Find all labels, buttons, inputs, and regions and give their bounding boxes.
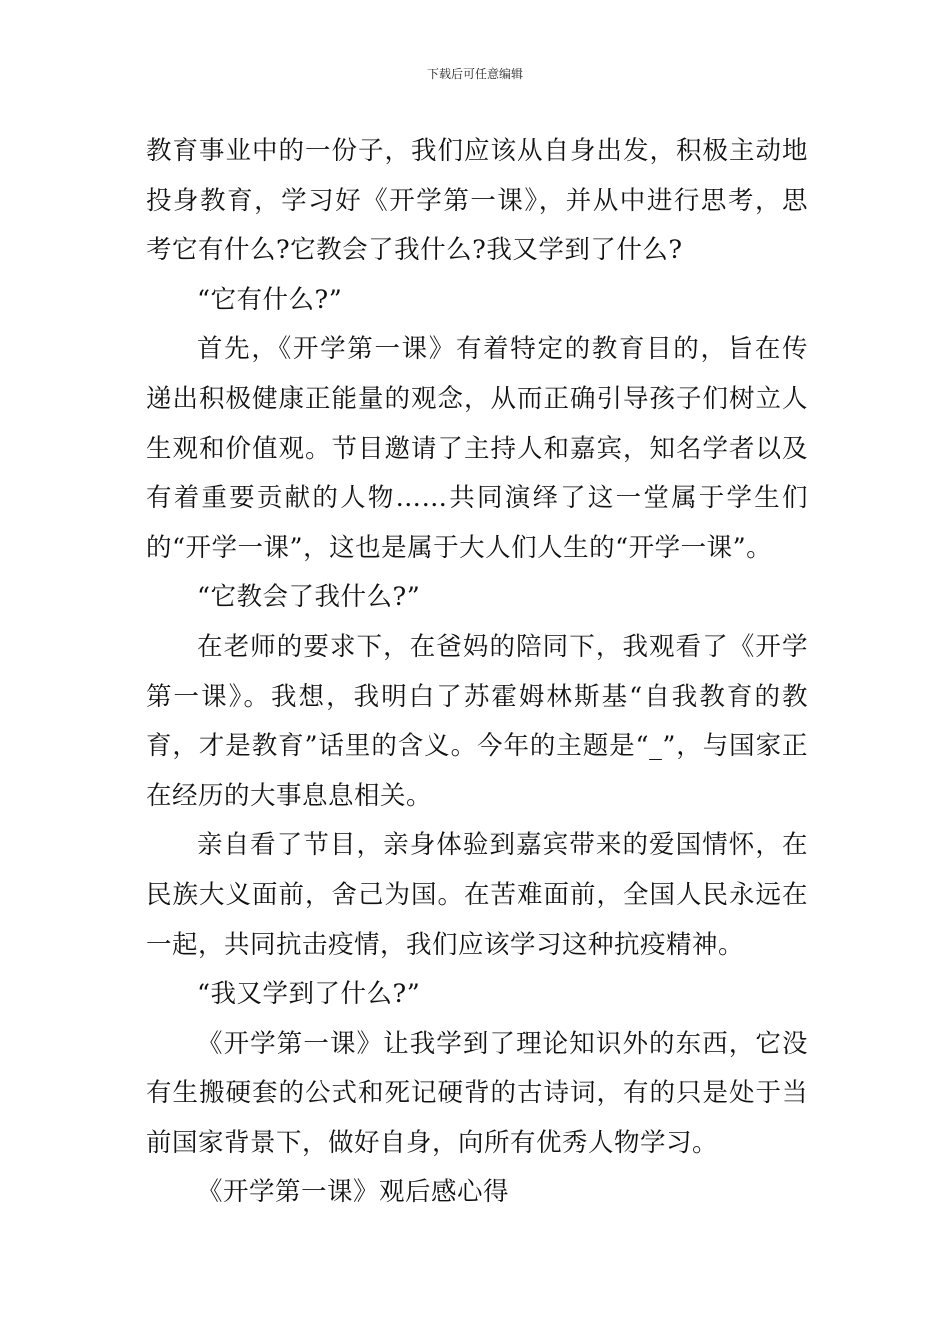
- paragraph-experience: 亲自看了节目，亲身体验到嘉宾带来的爱国情怀，在民族大义面前，舍己为国。在苦难面前，全国人民永远在一起，共同抗击疫情，我们应该学习这种抗疫精神。: [146, 830, 808, 960]
- paragraph-firstly: 首先，《开学第一课》有着特定的教育目的，旨在传递出积极健康正能量的观念，从而正确引导孩子们树立人生观和价值观。节目邀请了主持人和嘉宾，知名学者以及有着重要贡献的人物……共同演绎了这一堂属于学生们的“开学一课”，这也是属于大人们人生的“开学一课”。: [146, 334, 808, 563]
- closing-title: 《开学第一课》观后感心得: [197, 1177, 510, 1208]
- section-heading-what-it-has: “它有什么?”: [197, 284, 343, 315]
- section-heading-what-i-learned: “我又学到了什么?”: [197, 979, 421, 1010]
- paragraph-watched: 在老师的要求下，在爸妈的陪同下，我观看了《开学第一课》。我想，我明白了苏霍姆林斯基“自我教育的教育，才是教育”话里的含义。今年的主题是“_”，与国家正在经历的大事息息相关。: [146, 631, 808, 811]
- paragraph-learned: 《开学第一课》让我学到了理论知识外的东西，它没有生搬硬套的公式和死记硬背的古诗词，有的只是处于当前国家背景下，做好自身，向所有优秀人物学习。: [146, 1028, 808, 1158]
- page-header: 下载后可任意编辑: [426, 67, 523, 81]
- paragraph-continuation: 教育事业中的一份子，我们应该从自身出发，积极主动地投身教育，学习好《开学第一课》，并从中进行思考，思考它有什么?它教会了我什么?我又学到了什么?: [146, 136, 808, 266]
- document-body: [146, 127, 808, 1218]
- section-heading-what-it-taught: “它教会了我什么?”: [197, 582, 421, 613]
